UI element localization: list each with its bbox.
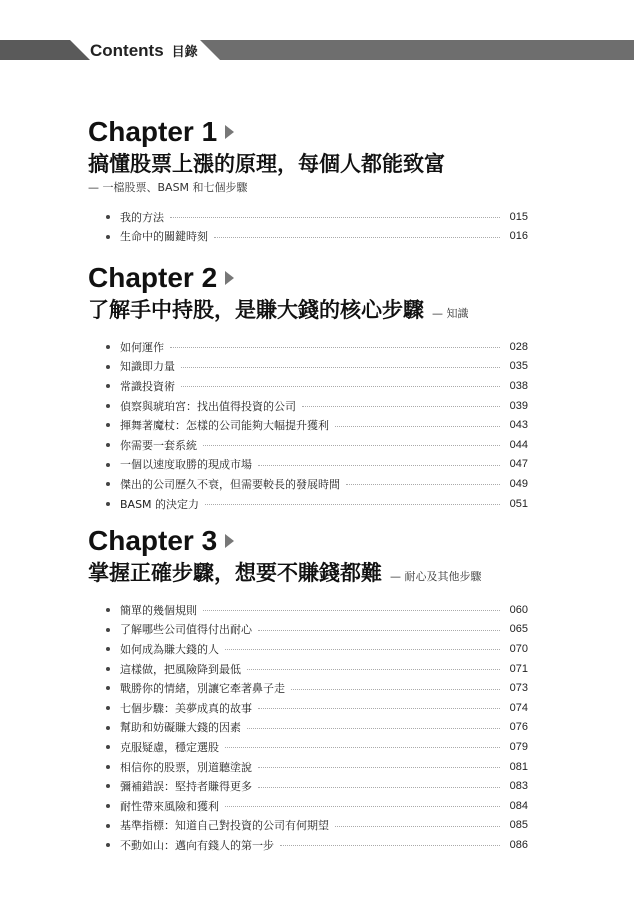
chapter-label: Chapter 3 xyxy=(88,525,218,556)
chapter-1 xyxy=(88,117,528,246)
bullet-icon xyxy=(106,628,110,632)
chapter-heading xyxy=(88,263,528,293)
chapter-label: Chapter 2 xyxy=(88,262,218,293)
bullet-icon xyxy=(106,404,110,408)
toc-item[interactable]: 這樣做，把風險降到最低 071 xyxy=(88,659,528,679)
bullet-icon xyxy=(106,706,110,710)
toc-item[interactable]: 你需要一套系統 044 xyxy=(88,435,528,455)
toc-list xyxy=(88,600,528,855)
bullet-icon xyxy=(106,647,110,651)
contents-heading-en: Contents xyxy=(90,41,164,60)
bullet-icon xyxy=(106,235,110,239)
bullet-icon xyxy=(106,463,110,467)
chapter-title-text: 了解手中持股，是賺大錢的核心步驟 xyxy=(88,298,424,322)
toc-item[interactable]: 七個步驟：美夢成真的故事 074 xyxy=(88,698,528,718)
bullet-icon xyxy=(106,482,110,486)
toc-item[interactable]: 一個以速度取勝的現成市場 047 xyxy=(88,455,528,475)
bullet-icon xyxy=(106,423,110,427)
chapter-title xyxy=(88,149,528,179)
bullet-icon xyxy=(106,345,110,349)
toc-item[interactable]: 傑出的公司歷久不衰，但需要較長的發展時間 049 xyxy=(88,474,528,494)
toc-item[interactable]: 了解哪些公司值得付出耐心 065 xyxy=(88,620,528,640)
bullet-icon xyxy=(106,443,110,447)
bullet-icon xyxy=(106,384,110,388)
header-left-bar xyxy=(0,40,90,60)
toc-item[interactable]: 如何成為賺大錢的人 070 xyxy=(88,639,528,659)
bullet-icon xyxy=(106,804,110,808)
chapter-title xyxy=(88,558,528,588)
toc-item[interactable]: 揮舞著魔杖：怎樣的公司能夠大幅提升獲利 043 xyxy=(88,415,528,435)
toc-item[interactable]: 常識投資術 038 xyxy=(88,376,528,396)
toc-item[interactable]: 我的方法 015 xyxy=(88,207,528,227)
chapter-title-text: 掌握正確步驟，想要不賺錢都難 xyxy=(88,561,382,585)
chapter-heading xyxy=(88,117,528,147)
toc-item[interactable]: 相信你的股票，別道聽塗說 081 xyxy=(88,757,528,777)
bullet-icon xyxy=(106,686,110,690)
toc-item[interactable]: 如何運作 028 xyxy=(88,337,528,357)
chapter-2 xyxy=(88,263,528,513)
chapter-arrow-icon xyxy=(225,125,234,139)
chapter-title xyxy=(88,295,528,325)
chapter-tag: — 知識 xyxy=(432,307,469,320)
toc-item[interactable]: 戰勝你的情緒，別讓它牽著鼻子走 073 xyxy=(88,678,528,698)
toc-list xyxy=(88,337,528,513)
toc-item[interactable]: 耐性帶來風險和獲利 084 xyxy=(88,796,528,816)
header-right-bar xyxy=(200,40,634,60)
chapter-arrow-icon xyxy=(225,271,234,285)
bullet-icon xyxy=(106,824,110,828)
bullet-icon xyxy=(106,608,110,612)
toc-item[interactable]: 幫助和妨礙賺大錢的因素 076 xyxy=(88,718,528,738)
bullet-icon xyxy=(106,784,110,788)
bullet-icon xyxy=(106,765,110,769)
bullet-icon xyxy=(106,502,110,506)
toc-item[interactable]: 不動如山：邁向有錢人的第一步 086 xyxy=(88,835,528,855)
contents-heading-zh: 目錄 xyxy=(171,45,198,60)
chapter-subtitle: — 一檔股票、BASM 和七個步驟 xyxy=(88,181,248,194)
chapter-arrow-icon xyxy=(225,534,234,548)
chapter-label: Chapter 1 xyxy=(88,116,218,147)
toc-item[interactable]: 知識即力量 035 xyxy=(88,357,528,377)
toc-item[interactable]: 偵察與琥珀宮：找出值得投資的公司 039 xyxy=(88,396,528,416)
chapter-3 xyxy=(88,526,528,855)
toc-item[interactable]: 克服疑慮，穩定選股 079 xyxy=(88,737,528,757)
chapter-tag: — 耐心及其他步驟 xyxy=(390,570,482,583)
chapter-title-text: 搞懂股票上漲的原理，每個人都能致富 xyxy=(88,152,445,176)
toc-list xyxy=(88,207,528,246)
bullet-icon xyxy=(106,215,110,219)
toc-item[interactable]: BASM 的決定力 051 xyxy=(88,494,528,514)
toc-item[interactable]: 彌補錯誤：堅持者賺得更多 083 xyxy=(88,776,528,796)
bullet-icon xyxy=(106,726,110,730)
bullet-icon xyxy=(106,745,110,749)
bullet-icon xyxy=(106,667,110,671)
contents-heading xyxy=(90,40,198,62)
bullet-icon xyxy=(106,365,110,369)
contents-header-band xyxy=(0,40,634,62)
toc-item[interactable]: 簡單的幾個規則 060 xyxy=(88,600,528,620)
bullet-icon xyxy=(106,843,110,847)
toc-item[interactable]: 生命中的關鍵時刻 016 xyxy=(88,227,528,247)
chapter-heading xyxy=(88,526,528,556)
toc-item[interactable]: 基準指標：知道自己對投資的公司有何期望 085 xyxy=(88,816,528,836)
